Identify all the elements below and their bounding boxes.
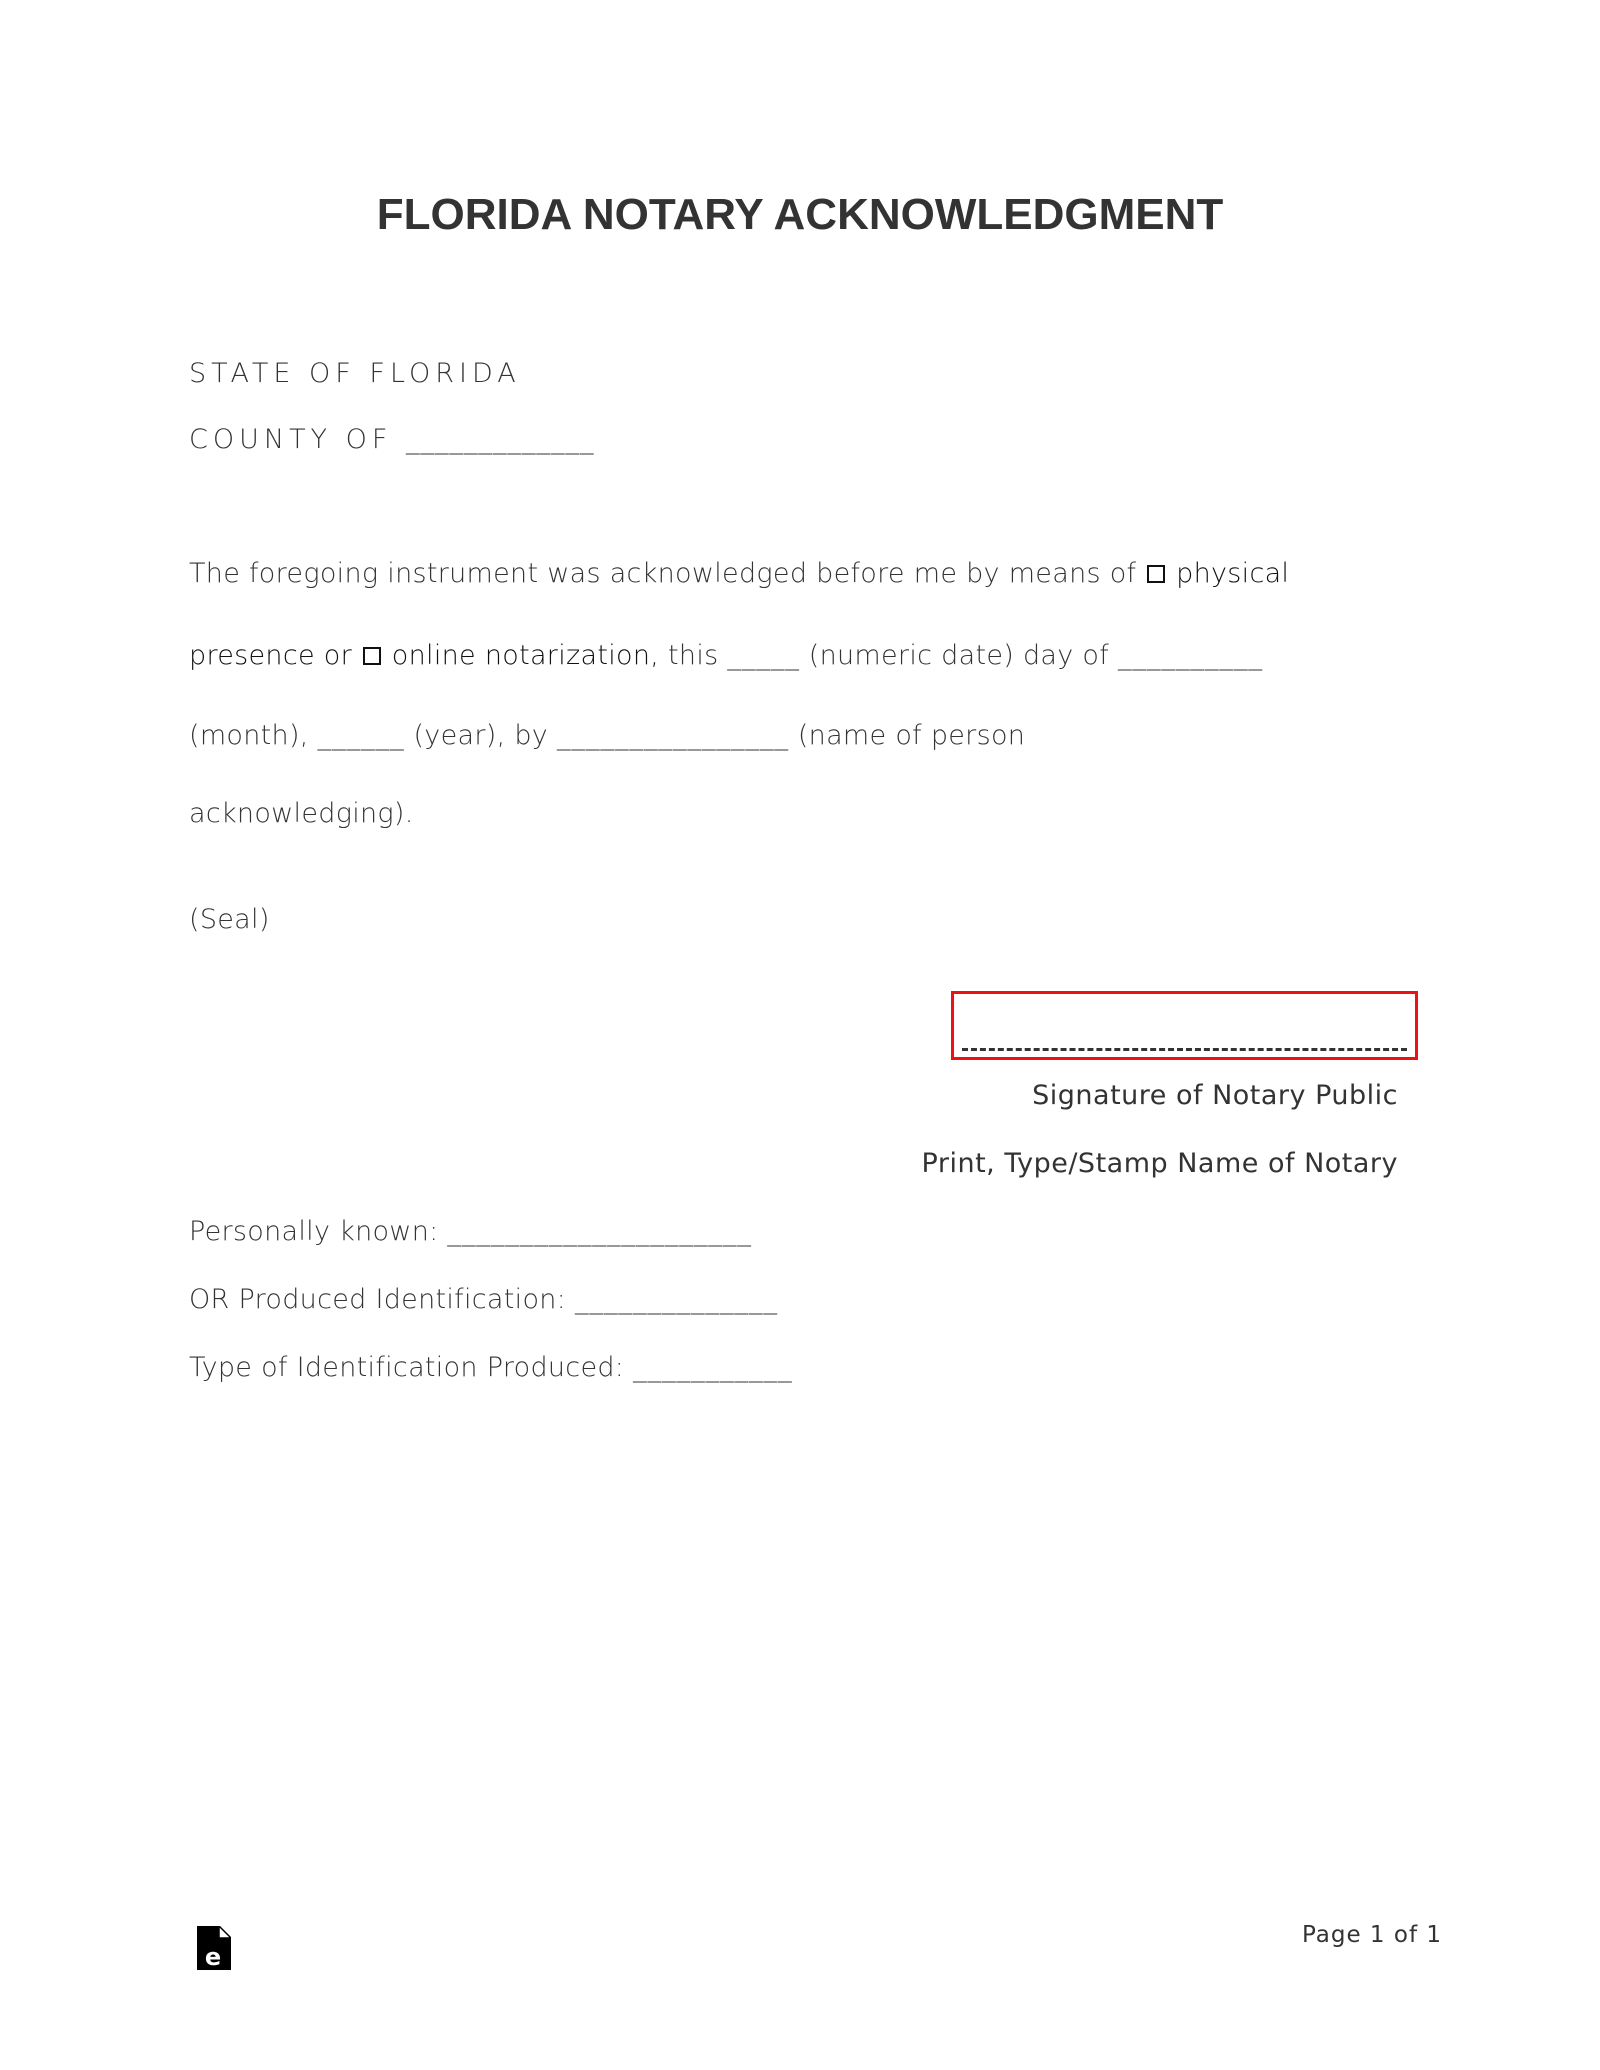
online-option-label: online notarization, — [391, 640, 660, 671]
personally-known-line — [189, 1216, 752, 1247]
physical-option-label: physical — [1176, 558, 1290, 589]
acknowledgment-line-1 — [189, 558, 1289, 589]
signature-label: Signature of Notary Public — [1032, 1080, 1398, 1111]
presence-text: presence or — [189, 640, 353, 671]
acknowledgment-line-3 — [189, 720, 1025, 751]
county-line — [189, 424, 595, 455]
seal-label: (Seal) — [189, 904, 270, 935]
personally-known-blank-field[interactable]: _____________________ — [447, 1216, 752, 1247]
acknowledging-text: acknowledging). — [189, 798, 414, 829]
name-blank-field[interactable]: ________________ — [556, 720, 789, 751]
month-blank-field[interactable]: __________ — [1117, 640, 1263, 671]
county-blank-field[interactable]: _____________ — [406, 424, 595, 455]
this-text: this — [668, 640, 719, 671]
personally-known-label: Personally known: — [189, 1216, 439, 1247]
eforms-document-icon — [197, 1926, 231, 1970]
produced-id-blank-field[interactable]: ______________ — [574, 1284, 778, 1315]
id-type-blank-field[interactable]: ___________ — [633, 1352, 793, 1383]
year-blank-field[interactable]: ______ — [317, 720, 405, 751]
notary-signature-field[interactable] — [951, 991, 1418, 1060]
acknowledgment-line-4 — [189, 798, 414, 829]
month-hint: (month), — [189, 720, 309, 751]
acknowledgment-text: The foregoing instrument was acknowledged before me by means of — [189, 558, 1137, 589]
id-type-line — [189, 1352, 793, 1383]
svg-text:e: e — [204, 1943, 222, 1970]
date-hint: (numeric date) day of — [808, 640, 1110, 671]
page-indicator: Page 1 of 1 — [1301, 1922, 1442, 1948]
county-label: COUNTY OF — [189, 424, 393, 455]
print-name-label: Print, Type/Stamp Name of Notary — [921, 1148, 1398, 1179]
acknowledgment-line-2 — [189, 640, 1263, 671]
document-title: FLORIDA NOTARY ACKNOWLEDGMENT — [376, 190, 1224, 239]
name-hint: (name of person — [797, 720, 1026, 751]
year-hint: (year), by — [413, 720, 549, 751]
signature-line — [962, 1048, 1407, 1051]
state-label: STATE OF FLORIDA — [189, 358, 521, 389]
state-line — [189, 358, 521, 389]
produced-id-label: OR Produced Identification: — [189, 1284, 567, 1315]
online-notarization-checkbox[interactable] — [363, 647, 381, 665]
date-blank-field[interactable]: _____ — [727, 640, 800, 671]
physical-presence-checkbox[interactable] — [1147, 565, 1165, 583]
id-type-label: Type of Identification Produced: — [189, 1352, 625, 1383]
produced-id-line — [189, 1284, 778, 1315]
